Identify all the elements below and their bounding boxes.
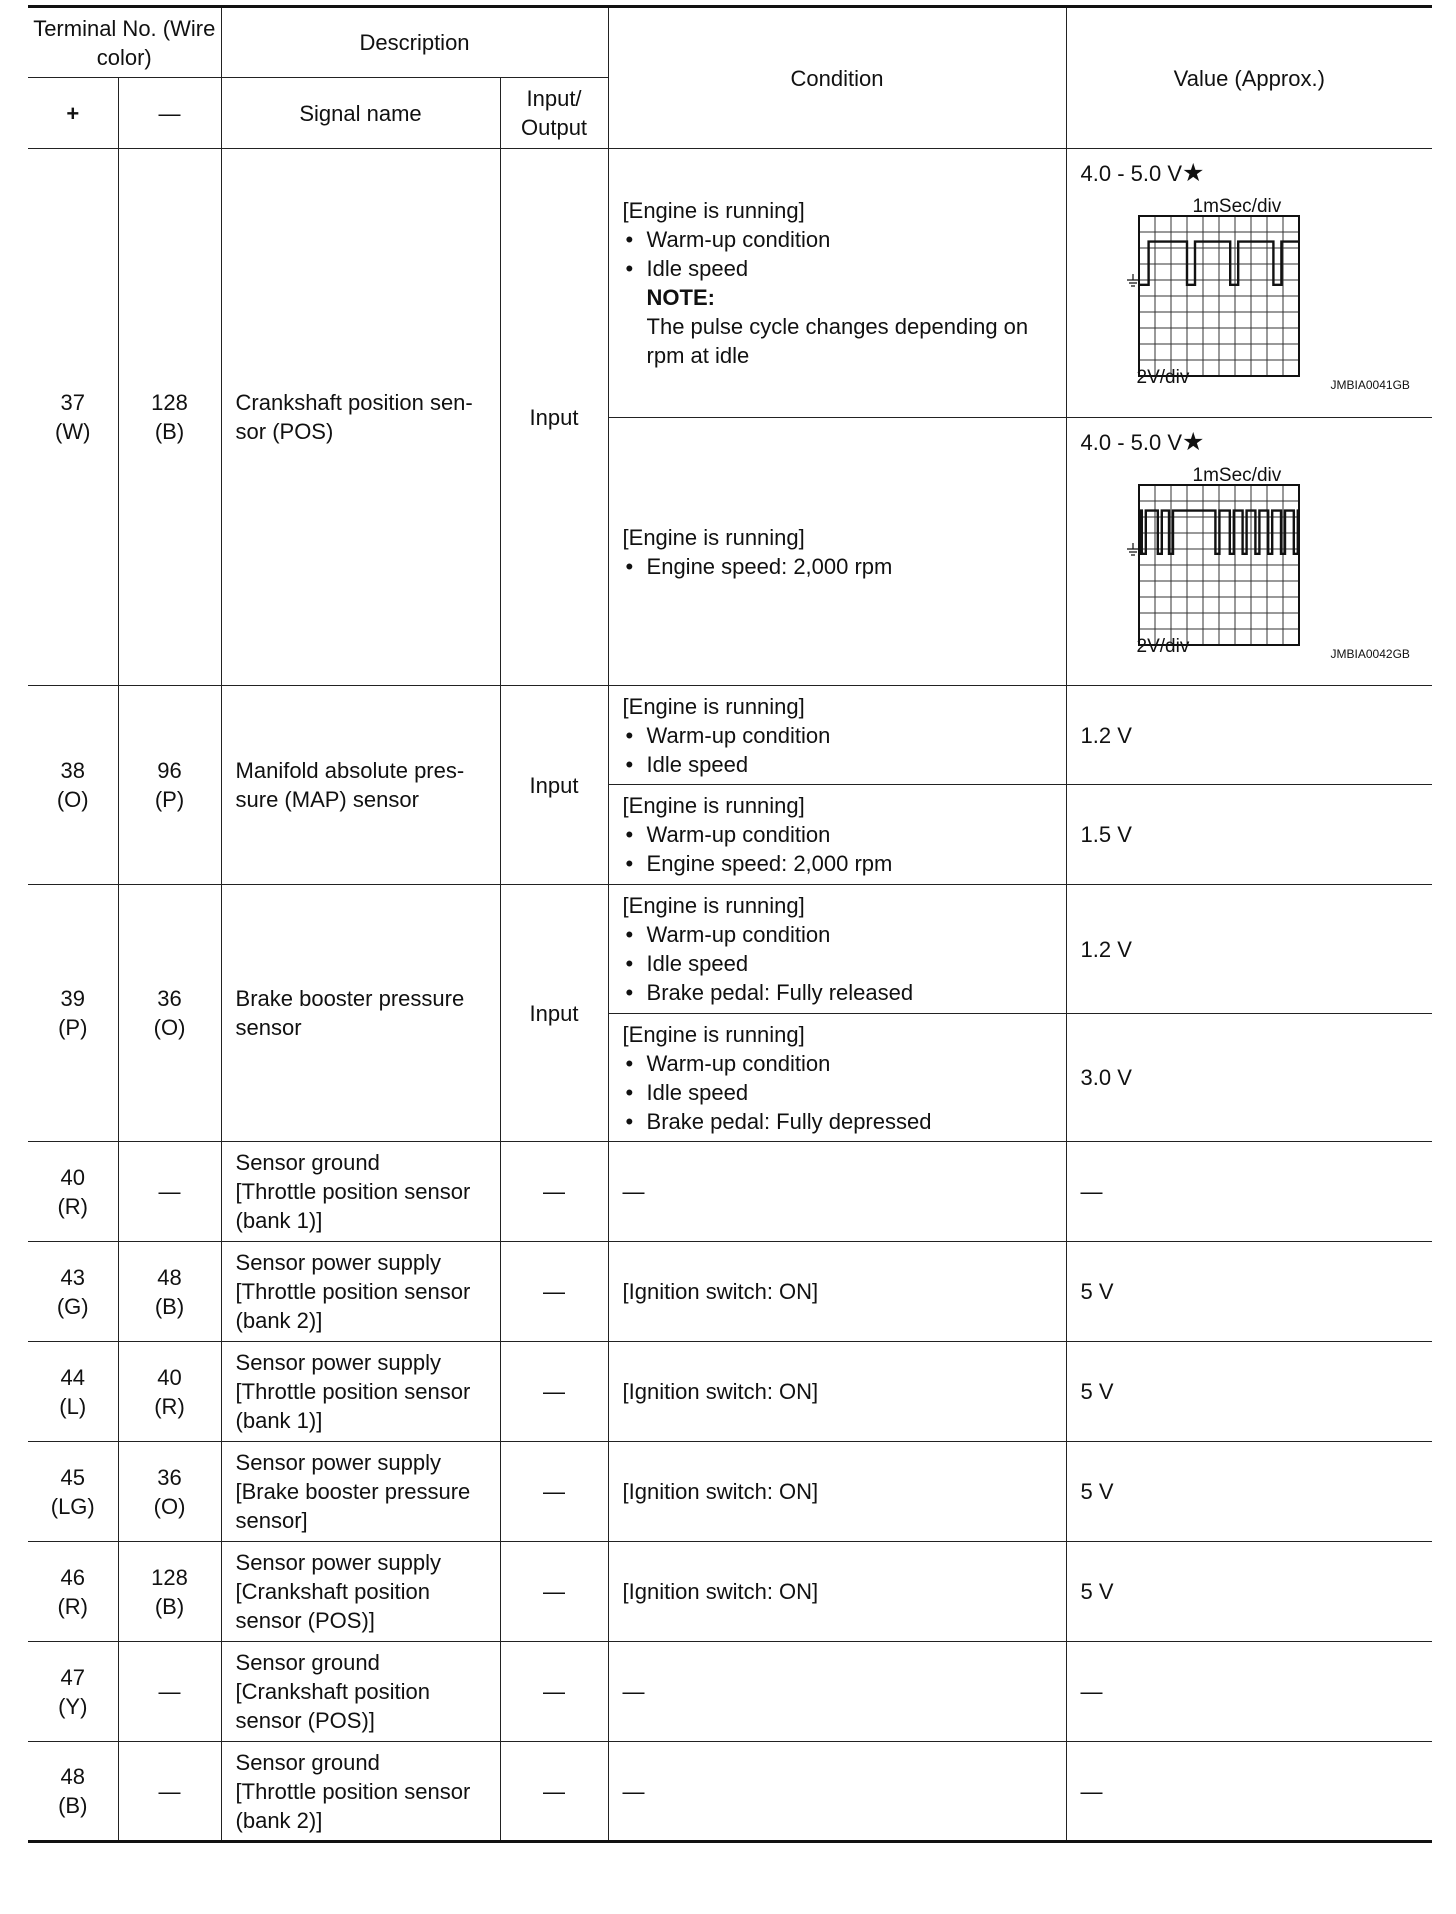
signal-name: Manifold absolute pres- sure (MAP) sensor [221,686,500,885]
header-row-top [28,7,1432,78]
condition-item: • Warm-up condition [623,1049,1052,1078]
condition-item: • Warm-up condition [623,721,1052,750]
terminal-minus: 96 (P) [118,686,221,885]
input-output: Input [500,686,608,885]
terminal-plus: 40 (R) [28,1142,118,1242]
value-cell: 5 V [1066,1342,1432,1442]
condition-cell [608,1014,1066,1142]
time-division-label: 1mSec/div [1192,465,1282,486]
value-cell: 5 V [1066,1442,1432,1542]
value-cell: — [1066,1142,1432,1242]
terminal-minus: — [118,1742,221,1842]
value-number: 1.2 V [1080,936,1132,962]
terminal-plus: 37 (W) [28,149,118,686]
condition-item: • Idle speed [623,949,1052,978]
condition-cell: — [608,1742,1066,1842]
condition-item: • Idle speed [623,750,1052,779]
terminal-minus: — [118,1642,221,1742]
condition-item: • Brake pedal: Fully depressed [623,1107,1052,1136]
condition-item: • Warm-up condition [623,920,1052,949]
table-row [28,1242,1432,1342]
terminal-plus: 39 (P) [28,885,118,1142]
oscilloscope-grid [1081,461,1431,661]
terminal-minus: 48 (B) [118,1242,221,1342]
table-row [28,1642,1432,1742]
note-label: NOTE: [646,285,715,310]
signal-name: Sensor power supply [Throttle position sensor (bank 1)] [221,1342,500,1442]
table-row [28,1342,1432,1442]
plus-header: + [28,78,118,149]
condition-cell [608,149,1066,418]
input-output: — [500,1442,608,1542]
signal-name: Crankshaft position sen- sor (POS) [221,149,500,686]
input-output: — [500,1142,608,1242]
condition-cell: [Ignition switch: ON] [608,1542,1066,1642]
value-cell [1066,686,1432,785]
signal-name: Sensor ground [Crankshaft position sensor (POS)] [221,1642,500,1742]
io-header: Input/ Output [500,78,608,149]
ground-marker-icon [1127,274,1139,286]
terminal-plus: 38 (O) [28,686,118,885]
condition-list [623,1049,1052,1136]
table-row [28,686,1432,785]
terminal-plus: 48 (B) [28,1742,118,1842]
condition-list [623,552,1052,581]
condition-item: • Idle speed [623,254,1052,283]
value-number: 3.0 V [1080,1065,1132,1090]
oscilloscope-grid [1081,192,1431,392]
value-text [1081,820,1419,849]
signal-name: Sensor power supply [Throttle position sensor (bank 2)] [221,1242,500,1342]
value-number: 1.5 V [1080,822,1132,847]
description-header: Description [221,7,608,78]
value-header: Value (Approx.) [1066,7,1432,149]
star-icon: ★ [1182,159,1205,187]
terminal-minus: — [118,1142,221,1242]
condition-cell [608,785,1066,885]
value-cell [1066,785,1432,885]
condition-item: • Idle speed [623,1078,1052,1107]
terminal-minus: 36 (O) [118,885,221,1142]
condition-item: • Warm-up condition [623,820,1052,849]
condition-item: • Engine speed: 2,000 rpm [623,849,1052,878]
oscilloscope-figure [1081,461,1431,661]
terminal-plus: 45 (LG) [28,1442,118,1542]
input-output: — [500,1542,608,1642]
terminal-minus: 128 (B) [118,1542,221,1642]
condition-cell [608,418,1066,686]
input-output: — [500,1642,608,1742]
grid-lines [1139,485,1299,645]
condition-heading: [Engine is running] [622,893,805,918]
table-row [28,149,1432,418]
condition-cell: [Ignition switch: ON] [608,1442,1066,1542]
condition-list [623,820,1052,878]
terminal-plus: 43 (G) [28,1242,118,1342]
condition-cell: [Ignition switch: ON] [608,1242,1066,1342]
condition-heading: [Engine is running] [622,198,805,223]
condition-list [623,721,1052,779]
table-row [28,1542,1432,1642]
terminal-plus: 47 (Y) [28,1642,118,1742]
condition-cell: — [608,1142,1066,1242]
volt-division-label: 2V/div [1136,367,1190,388]
signal-name-header: Signal name [221,78,500,149]
value-cell [1066,418,1432,686]
value-number: 4.0 - 5.0 V [1080,430,1183,455]
volt-division-label: 2V/div [1136,636,1190,657]
condition-cell [608,885,1066,1014]
signal-name: Brake booster pressure sensor [221,885,500,1142]
table-row [28,1142,1432,1242]
condition-item: • Warm-up condition [623,225,1052,254]
minus-header: — [118,78,221,149]
terminal-minus: 128 (B) [118,149,221,686]
condition-list [623,225,1052,283]
input-output: Input [500,885,608,1142]
table-row [28,885,1432,1014]
input-output: — [500,1242,608,1342]
condition-list [623,920,1052,1007]
signal-name: Sensor ground [Throttle position sensor (bank 2)] [221,1742,500,1842]
condition-heading: [Engine is running] [622,524,805,550]
condition-header: Condition [608,7,1066,149]
value-cell [1066,885,1432,1014]
value-cell: — [1066,1742,1432,1842]
value-text [1081,159,1419,188]
condition-note [623,283,1052,370]
star-icon: ★ [1182,428,1205,456]
terminal-plus: 44 (L) [28,1342,118,1442]
ground-marker-icon [1127,543,1139,555]
condition-heading: [Engine is running] [622,1021,805,1047]
figure-id: JMBIA0042GB [1330,647,1410,661]
value-number: 4.0 - 5.0 V [1080,161,1183,186]
value-cell: — [1066,1642,1432,1742]
value-text [1081,721,1419,750]
table-row [28,1442,1432,1542]
value-number: 1.2 V [1080,722,1132,748]
table-body [28,7,1432,1842]
input-output: Input [500,149,608,686]
condition-item: • Engine speed: 2,000 rpm [623,552,1052,581]
condition-cell: — [608,1642,1066,1742]
terminal-minus: 36 (O) [118,1442,221,1542]
value-cell: 5 V [1066,1542,1432,1642]
value-cell [1066,149,1432,418]
condition-item: • Brake pedal: Fully released [623,978,1052,1007]
value-text [1081,428,1419,457]
signal-name: Sensor power supply [Crankshaft position sensor (POS)] [221,1542,500,1642]
figure-id: JMBIA0041GB [1330,378,1410,392]
note-text: The pulse cycle changes depending on rpm at idle [646,314,1029,368]
value-cell [1066,1014,1432,1142]
terminal-plus: 46 (R) [28,1542,118,1642]
input-output: — [500,1742,608,1842]
condition-cell [608,686,1066,785]
condition-cell: [Ignition switch: ON] [608,1342,1066,1442]
table-row [28,1742,1432,1842]
terminal-minus: 40 (R) [118,1342,221,1442]
value-text [1081,1063,1419,1092]
grid-lines [1139,216,1299,376]
input-output: — [500,1342,608,1442]
time-division-label: 1mSec/div [1192,196,1282,217]
terminal-header: Terminal No. (Wire color) [28,7,221,78]
signal-name: Sensor power supply [Brake booster pressure sensor] [221,1442,500,1542]
terminal-spec-table [28,5,1432,1843]
value-cell: 5 V [1066,1242,1432,1342]
condition-heading: [Engine is running] [622,693,805,719]
oscilloscope-figure [1081,192,1431,392]
condition-heading: [Engine is running] [622,793,805,818]
signal-name: Sensor ground [Throttle position sensor (bank 1)] [221,1142,500,1242]
value-text [1081,935,1419,964]
